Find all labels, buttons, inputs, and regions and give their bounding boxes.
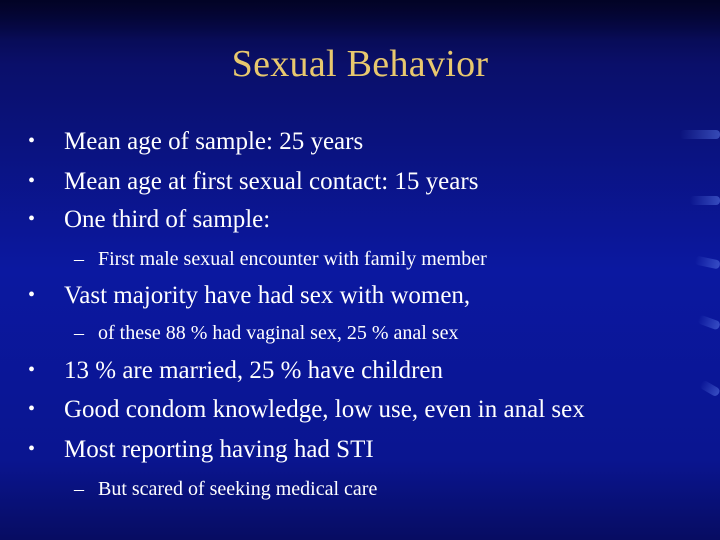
- decorative-stripe: [694, 255, 720, 269]
- sub-bullet-text: of these 88 % had vaginal sex, 25 % anal sex: [98, 322, 459, 344]
- bullet-item: [28, 282, 470, 310]
- dash-icon: –: [74, 248, 84, 270]
- sub-bullet-item: [74, 322, 458, 345]
- dash-icon: –: [74, 478, 84, 500]
- bullet-text: Most reporting having had STI: [64, 436, 374, 463]
- bullet-item: [28, 396, 585, 424]
- bullet-item: [28, 168, 478, 196]
- bullet-text: 13 % are married, 25 % have children: [64, 357, 444, 384]
- bullet-text: Mean age at first sexual contact: 15 years: [64, 168, 479, 195]
- sub-bullet-item: [74, 478, 377, 501]
- sub-bullet-item: [74, 248, 487, 271]
- bullet-item: [28, 128, 363, 156]
- bullet-text: Mean age of sample: 25 years: [64, 128, 364, 155]
- bullet-text: Vast majority have had sex with women,: [64, 282, 471, 309]
- sub-bullet-text: First male sexual encounter with family member: [98, 248, 487, 270]
- bullet-icon: •: [28, 130, 36, 152]
- bullet-item: [28, 357, 443, 385]
- bullet-icon: •: [28, 359, 36, 381]
- bullet-text: Good condom knowledge, low use, even in anal sex: [64, 396, 585, 423]
- slide-title: Sexual Behavior: [231, 43, 489, 85]
- decorative-stripe: [699, 380, 720, 398]
- bullet-icon: •: [28, 208, 36, 230]
- bullet-icon: •: [28, 398, 36, 420]
- top-shadow-band: [0, 0, 720, 40]
- sub-bullet-text: But scared of seeking medical care: [98, 478, 378, 500]
- bullet-item: [28, 436, 374, 464]
- decorative-stripe: [680, 130, 720, 139]
- bullet-item: [28, 206, 270, 234]
- bullet-icon: •: [28, 170, 36, 192]
- decorative-stripe: [690, 196, 720, 205]
- dash-icon: –: [74, 322, 84, 344]
- bullet-icon: •: [28, 284, 36, 306]
- decorative-stripe: [697, 315, 720, 331]
- bullet-icon: •: [28, 438, 36, 460]
- bullet-text: One third of sample:: [64, 206, 271, 233]
